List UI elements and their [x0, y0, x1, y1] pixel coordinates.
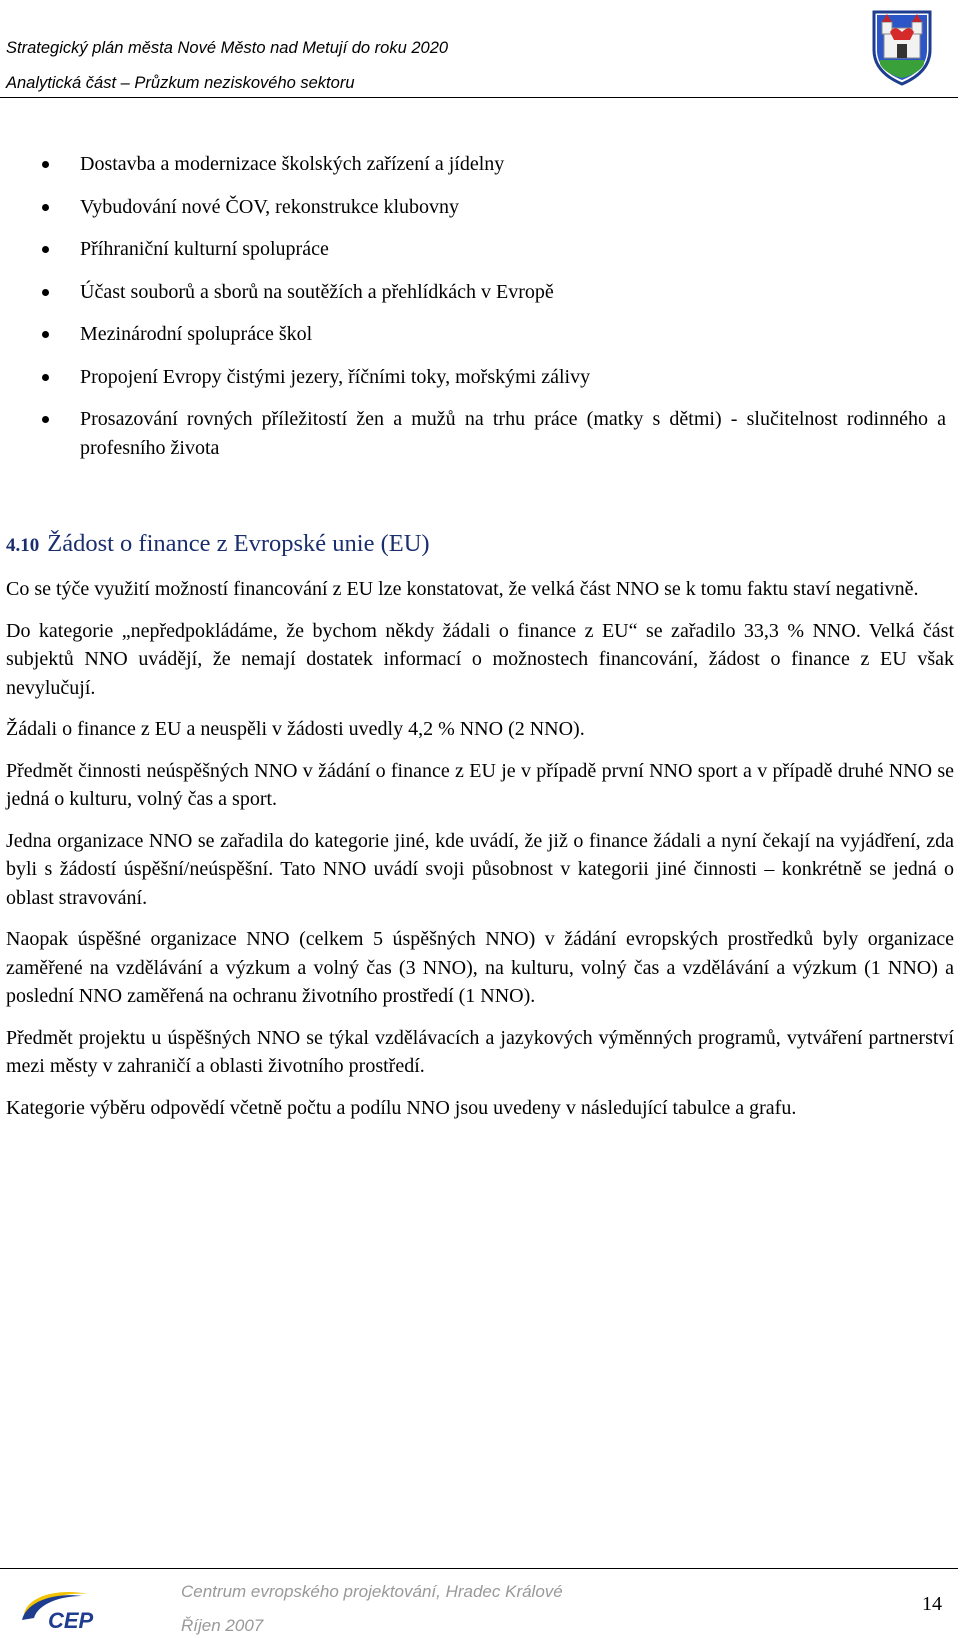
svg-text:CEP: CEP	[48, 1608, 94, 1633]
bullet-dot-icon	[42, 161, 49, 168]
list-item: Účast souborů a sborů na soutěžích a přehlídkách v Evropě	[0, 278, 960, 307]
section-body	[6, 575, 954, 1135]
bullet-dot-icon	[42, 246, 49, 253]
paragraph: Žádali o finance z EU a neuspěli v žádosti uvedly 4,2 % NNO (2 NNO).	[6, 718, 585, 740]
paragraph: Kategorie výběru odpovědí včetně počtu a podílu NNO jsou uvedeny v následující tabulce a grafu.	[6, 1096, 797, 1119]
paragraph: Co se týče využití možností financování z EU lze konstatovat, že velká část NNO se k tomu faktu staví negativně.	[6, 578, 919, 600]
bullet-dot-icon	[42, 331, 49, 338]
paragraph: Předmět projektu u úspěšných NNO se týkal vzdělávacích a jazykových výměnných programů, vytváření partnerství mezi městy v zahraničí a oblasti životního prostředí.	[6, 1026, 954, 1077]
page-header	[0, 0, 960, 100]
header-section-subtitle: Analytická část – Průzkum neziskového sektoru	[6, 74, 355, 92]
section-heading	[6, 529, 430, 561]
paragraph: Naopak úspěšné organizace NNO (celkem 5 úspěšných NNO) v žádání evropských prostředků byly organizace zaměřené na vzdělávání a výzkum a volný čas (3 NNO), na kulturu, volný čas a vzdělávání a výzkum (1 NNO) a poslední NNO zaměřená na ochranu životního prostředí (1 NNO).	[6, 928, 954, 1007]
list-item: Propojení Evropy čistými jezery, říčními toky, mořskými zálivy	[0, 363, 960, 392]
section-title: Žádost o finance z Evropské unie (EU)	[47, 530, 430, 557]
bullet-dot-icon	[42, 374, 49, 381]
list-item: Mezinárodní spolupráce škol	[0, 320, 960, 349]
list-item: Dostavba a modernizace školských zařízení a jídelny	[0, 150, 960, 179]
page-number: 14	[922, 1593, 942, 1615]
list-item: Prosazování rovných příležitostí žen a mužů na trhu práce (matky s dětmi) - slučitelnost rodinného a profesního života	[0, 405, 960, 462]
city-coat-of-arms-icon	[870, 6, 934, 86]
bullet-dot-icon	[42, 416, 49, 423]
bullet-list	[0, 150, 960, 476]
bullet-dot-icon	[42, 204, 49, 211]
list-item: Příhraniční kulturní spolupráce	[0, 235, 960, 264]
header-divider	[0, 97, 958, 98]
footer-date: Říjen 2007	[181, 1616, 264, 1635]
bullet-dot-icon	[42, 289, 49, 296]
list-item: Vybudování nové ČOV, rekonstrukce klubovny	[0, 193, 960, 222]
footer-divider	[0, 1568, 958, 1569]
header-document-title: Strategický plán města Nové Město nad Metují do roku 2020	[6, 39, 449, 57]
section-number: 4.10	[6, 535, 40, 556]
footer-organization: Centrum evropského projektování, Hradec Králové	[181, 1582, 563, 1601]
page-footer	[0, 1560, 960, 1638]
paragraph: Jedna organizace NNO se zařadila do kategorie jiné, kde uvádí, že již o finance žádali a nyní čekají na vyjádření, zda byli s žádostí úspěšní/neúspěšní. Tato NNO uvádí svoji působnost v kategorii jiné činnosti – konkrétně se jedná o oblast stravování.	[6, 829, 954, 909]
cep-logo-icon	[18, 1584, 128, 1634]
paragraph: Do kategorie „nepředpokládáme, že bychom někdy žádali o finance z EU“ se zařadilo 33,3 % NNO. Velká část subjektů NNO uvádějí, že nemají dostatek informací o možnostech financování, žádost o finance z EU však nevylučují.	[6, 619, 954, 699]
paragraph: Předmět činnosti neúspěšných NNO v žádání o finance z EU je v případě první NNO sport a v případě druhé NNO se jedná o kulturu, volný čas a sport.	[6, 759, 954, 810]
